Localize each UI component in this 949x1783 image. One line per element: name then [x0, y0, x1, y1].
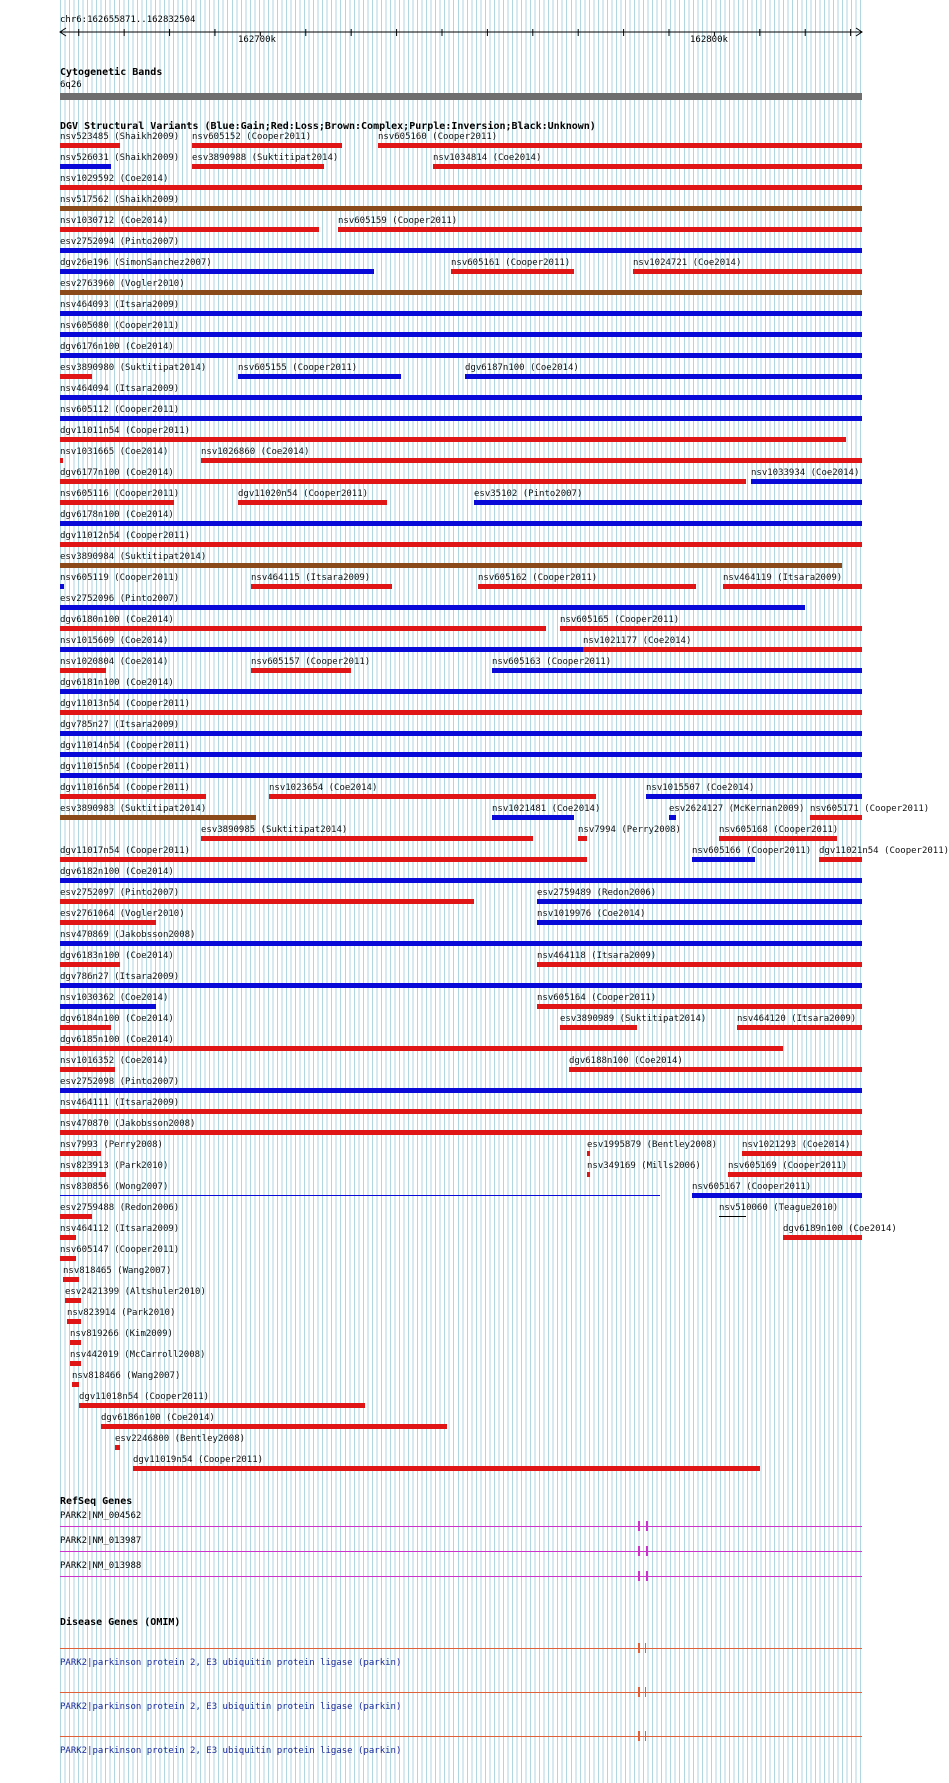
variant-bar[interactable] — [451, 269, 574, 274]
variant-label[interactable]: nsv1015507 (Coe2014) — [646, 783, 755, 793]
variant-bar[interactable] — [60, 143, 120, 148]
tick-label-162700k: 162700k — [238, 35, 276, 45]
variant-label[interactable]: nsv523485 (Shaikh2009) — [60, 132, 180, 142]
variant-label[interactable]: nsv464093 (Itsara2009) — [60, 300, 180, 310]
variant-bar[interactable] — [251, 584, 392, 589]
variant-label[interactable]: esv35102 (Pinto2007) — [474, 489, 583, 499]
variant-label[interactable]: nsv442019 (McCarroll2008) — [70, 1350, 206, 1360]
variant-label[interactable]: nsv605080 (Cooper2011) — [60, 321, 180, 331]
dgv-track-title: DGV Structural Variants (Blue:Gain;Red:Loss;Brown:Complex;Purple:Inversion;Black:Unknown) — [60, 121, 596, 132]
variant-bar[interactable] — [60, 962, 120, 967]
variant-label[interactable]: nsv605161 (Cooper2011) — [451, 258, 571, 268]
variant-label[interactable]: nsv1031665 (Coe2014) — [60, 447, 169, 457]
variant-label[interactable]: dgv11013n54 (Cooper2011) — [60, 699, 191, 709]
variant-bar[interactable] — [60, 710, 862, 715]
variant-label[interactable]: dgv11020n54 (Cooper2011) — [238, 489, 369, 499]
variant-bar[interactable] — [60, 395, 862, 400]
variant-label[interactable]: dgv6184n100 (Coe2014) — [60, 1014, 174, 1024]
variant-bar[interactable] — [751, 479, 862, 484]
variant-label[interactable]: nsv1030712 (Coe2014) — [60, 216, 169, 226]
variant-label[interactable]: nsv464115 (Itsara2009) — [251, 573, 371, 583]
refseq-gene-label[interactable]: PARK2|NM_013987 — [60, 1536, 142, 1546]
variant-bar[interactable] — [60, 815, 256, 820]
variant-bar[interactable] — [587, 1151, 590, 1156]
variant-bar[interactable] — [583, 647, 862, 652]
variant-label[interactable]: nsv605119 (Cooper2011) — [60, 573, 180, 583]
variant-label[interactable]: nsv605166 (Cooper2011) — [692, 846, 812, 856]
variant-bar[interactable] — [60, 941, 862, 946]
variant-bar[interactable] — [338, 227, 862, 232]
variant-label[interactable]: nsv7993 (Perry2008) — [60, 1140, 163, 1150]
variant-bar[interactable] — [578, 836, 587, 841]
variant-bar[interactable] — [70, 1361, 81, 1366]
coordinate-range: chr6:162655871..162832504 — [60, 15, 196, 25]
variant-label[interactable]: nsv605112 (Cooper2011) — [60, 405, 180, 415]
variant-bar[interactable] — [238, 374, 401, 379]
variant-label[interactable]: dgv11018n54 (Cooper2011) — [79, 1392, 210, 1402]
variant-bar[interactable] — [433, 164, 862, 169]
omim-gene-model[interactable] — [60, 1648, 862, 1649]
variant-bar[interactable] — [60, 1109, 862, 1114]
variant-label[interactable]: esv1995879 (Bentley2008) — [587, 1140, 718, 1150]
variant-bar[interactable] — [60, 584, 64, 589]
variant-label[interactable]: nsv605164 (Cooper2011) — [537, 993, 657, 1003]
variant-bar[interactable] — [810, 815, 862, 820]
variant-label[interactable]: nsv830856 (Wong2007) — [60, 1182, 169, 1192]
variant-label[interactable]: nsv605165 (Cooper2011) — [560, 615, 680, 625]
variant-bar[interactable] — [60, 668, 106, 673]
variant-bar[interactable] — [587, 1172, 590, 1177]
variant-bar[interactable] — [60, 1256, 76, 1261]
variant-bar[interactable] — [65, 1298, 81, 1303]
variant-label[interactable]: nsv605167 (Cooper2011) — [692, 1182, 812, 1192]
variant-label[interactable]: nsv605155 (Cooper2011) — [238, 363, 358, 373]
variant-bar[interactable] — [474, 500, 862, 505]
refseq-gene-label[interactable]: PARK2|NM_004562 — [60, 1511, 142, 1521]
variant-label[interactable]: dgv6183n100 (Coe2014) — [60, 951, 174, 961]
variant-bar[interactable] — [60, 227, 319, 232]
variant-bar[interactable] — [60, 164, 111, 169]
variant-bar[interactable] — [60, 1172, 106, 1177]
variant-label[interactable]: dgv6188n100 (Coe2014) — [569, 1056, 683, 1066]
variant-bar[interactable] — [269, 794, 596, 799]
variant-bar[interactable] — [669, 815, 676, 820]
variant-label[interactable]: esv2246800 (Bentley2008) — [115, 1434, 246, 1444]
variant-bar[interactable] — [60, 437, 846, 442]
variant-label[interactable]: dgv6177n100 (Coe2014) — [60, 468, 174, 478]
variant-bar[interactable] — [492, 668, 862, 673]
variant-bar[interactable] — [378, 143, 862, 148]
variant-bar[interactable] — [60, 1004, 156, 1009]
variant-label[interactable]: nsv1021177 (Coe2014) — [583, 636, 692, 646]
variant-bar[interactable] — [569, 1067, 862, 1072]
refseq-gene-model[interactable] — [60, 1551, 862, 1552]
variant-label[interactable]: nsv605168 (Cooper2011) — [719, 825, 839, 835]
variant-bar[interactable] — [783, 1235, 862, 1240]
variant-bar[interactable] — [646, 794, 862, 799]
variant-bar[interactable] — [60, 1088, 862, 1093]
variant-bar[interactable] — [60, 899, 474, 904]
refseq-gene-model[interactable] — [60, 1576, 862, 1577]
variant-bar[interactable] — [60, 290, 862, 295]
variant-label[interactable]: esv2761064 (Vogler2010) — [60, 909, 185, 919]
variant-label[interactable]: nsv605147 (Cooper2011) — [60, 1245, 180, 1255]
variant-label[interactable]: esv3890988 (Suktitipat2014) — [192, 153, 339, 163]
variant-bar[interactable] — [560, 626, 862, 631]
variant-bar[interactable] — [60, 983, 862, 988]
variant-bar[interactable] — [537, 1004, 862, 1009]
variant-label[interactable]: nsv605157 (Cooper2011) — [251, 657, 371, 667]
variant-label[interactable]: nsv464118 (Itsara2009) — [537, 951, 657, 961]
variant-bar[interactable] — [60, 1067, 115, 1072]
exon-mark — [638, 1546, 648, 1556]
variant-bar[interactable] — [60, 206, 862, 211]
variant-bar[interactable] — [537, 920, 862, 925]
variant-bar[interactable] — [60, 332, 862, 337]
variant-label[interactable]: esv2759489 (Redon2006) — [537, 888, 657, 898]
variant-bar[interactable] — [692, 1193, 862, 1198]
variant-label[interactable]: esv2624127 (McKernan2009) — [669, 804, 805, 814]
variant-label[interactable]: nsv464094 (Itsara2009) — [60, 384, 180, 394]
omim-gene-label[interactable]: PARK2|parkinson protein 2, E3 ubiquitin protein ligase (parkin) — [60, 1658, 402, 1668]
variant-label[interactable]: nsv605163 (Cooper2011) — [492, 657, 612, 667]
variant-label[interactable]: nsv1030362 (Coe2014) — [60, 993, 169, 1003]
variant-label[interactable]: esv2752096 (Pinto2007) — [60, 594, 180, 604]
cytoband-bar[interactable] — [60, 93, 862, 100]
variant-bar[interactable] — [60, 1130, 862, 1135]
variant-bar[interactable] — [115, 1445, 120, 1450]
variant-bar[interactable] — [63, 1277, 79, 1282]
variant-bar[interactable] — [60, 731, 862, 736]
refseq-gene-label[interactable]: PARK2|NM_013988 — [60, 1561, 142, 1571]
variant-label[interactable]: esv2763960 (Vogler2010) — [60, 279, 185, 289]
variant-bar[interactable] — [60, 1214, 92, 1219]
exon-mark — [638, 1521, 648, 1531]
variant-label[interactable]: nsv1034814 (Coe2014) — [433, 153, 542, 163]
variant-label[interactable]: nsv510060 (Teague2010) — [719, 1203, 839, 1213]
variant-label[interactable]: nsv464111 (Itsara2009) — [60, 1098, 180, 1108]
variant-bar[interactable] — [133, 1466, 760, 1471]
variant-label[interactable]: esv2752097 (Pinto2007) — [60, 888, 180, 898]
variant-label[interactable]: nsv1016352 (Coe2014) — [60, 1056, 169, 1066]
variant-label[interactable]: dgv6186n100 (Coe2014) — [101, 1413, 215, 1423]
variant-label[interactable]: nsv464119 (Itsara2009) — [723, 573, 843, 583]
variant-label[interactable]: nsv1026860 (Coe2014) — [201, 447, 310, 457]
variant-label[interactable]: nsv1020804 (Coe2014) — [60, 657, 169, 667]
variant-label[interactable]: dgv6178n100 (Coe2014) — [60, 510, 174, 520]
variant-label[interactable]: dgv6180n100 (Coe2014) — [60, 615, 174, 625]
variant-bar[interactable] — [70, 1340, 81, 1345]
variant-bar[interactable] — [201, 458, 862, 463]
variant-label[interactable]: nsv605159 (Cooper2011) — [338, 216, 458, 226]
variant-bar[interactable] — [633, 269, 862, 274]
variant-bar[interactable] — [819, 857, 862, 862]
variant-bar[interactable] — [560, 1025, 637, 1030]
variant-label[interactable]: dgv6176n100 (Coe2014) — [60, 342, 174, 352]
variant-label[interactable]: nsv526031 (Shaikh2009) — [60, 153, 180, 163]
variant-bar[interactable] — [60, 752, 862, 757]
variant-bar[interactable] — [537, 962, 862, 967]
variant-label[interactable]: esv3890980 (Suktitipat2014) — [60, 363, 207, 373]
variant-label[interactable]: nsv823914 (Park2010) — [67, 1308, 176, 1318]
omim-gene-model[interactable] — [60, 1736, 862, 1737]
variant-bar[interactable] — [67, 1319, 81, 1324]
variant-label[interactable]: nsv605169 (Cooper2011) — [728, 1161, 848, 1171]
variant-label[interactable]: nsv1019976 (Coe2014) — [537, 909, 646, 919]
variant-bar[interactable] — [60, 1235, 76, 1240]
variant-bar[interactable] — [728, 1172, 862, 1177]
variant-label[interactable]: nsv1029592 (Coe2014) — [60, 174, 169, 184]
cytoband-label: 6q26 — [60, 80, 82, 90]
variant-bar[interactable] — [60, 416, 862, 421]
variant-label[interactable]: dgv11014n54 (Cooper2011) — [60, 741, 191, 751]
variant-bar[interactable] — [60, 269, 374, 274]
variant-bar[interactable] — [60, 1046, 783, 1051]
variant-label[interactable]: dgv6187n100 (Coe2014) — [465, 363, 579, 373]
variant-bar[interactable] — [742, 1151, 862, 1156]
variant-label[interactable]: nsv1023654 (Coe2014) — [269, 783, 378, 793]
cytoband-track-title: Cytogenetic Bands — [60, 67, 163, 78]
refseq-gene-model[interactable] — [60, 1526, 862, 1527]
exon-mark — [638, 1687, 646, 1697]
variant-bar[interactable] — [72, 1382, 79, 1387]
variant-bar[interactable] — [251, 668, 351, 673]
refseq-track-title: RefSeq Genes — [60, 1496, 133, 1507]
variant-label[interactable]: nsv517562 (Shaikh2009) — [60, 195, 180, 205]
variant-bar[interactable] — [60, 920, 156, 925]
variant-label[interactable]: dgv6181n100 (Coe2014) — [60, 678, 174, 688]
variant-label[interactable]: nsv464120 (Itsara2009) — [737, 1014, 857, 1024]
variant-label[interactable]: nsv1024721 (Coe2014) — [633, 258, 742, 268]
variant-bar[interactable] — [60, 542, 862, 547]
variant-bar[interactable] — [60, 1025, 111, 1030]
variant-label[interactable]: nsv349169 (Mills2006) — [587, 1161, 701, 1171]
variant-label[interactable]: dgv11011n54 (Cooper2011) — [60, 426, 191, 436]
variant-label[interactable]: dgv11012n54 (Cooper2011) — [60, 531, 191, 541]
variant-label[interactable]: nsv1021481 (Coe2014) — [492, 804, 601, 814]
variant-label[interactable]: nsv1015609 (Coe2014) — [60, 636, 169, 646]
variant-bar[interactable] — [60, 857, 587, 862]
ruler-axis — [0, 0, 890, 60]
variant-bar[interactable] — [60, 500, 174, 505]
variant-label[interactable]: esv3890985 (Suktitipat2014) — [201, 825, 348, 835]
variant-label[interactable]: esv3890989 (Suktitipat2014) — [560, 1014, 707, 1024]
variant-bar[interactable] — [465, 374, 862, 379]
variant-bar[interactable] — [478, 584, 696, 589]
variant-bar[interactable] — [192, 164, 324, 169]
variant-label[interactable]: nsv605171 (Cooper2011) — [810, 804, 930, 814]
variant-bar[interactable] — [238, 500, 388, 505]
variant-bar[interactable] — [737, 1025, 862, 1030]
variant-label[interactable]: nsv823913 (Park2010) — [60, 1161, 169, 1171]
variant-label[interactable]: nsv470870 (Jakobsson2008) — [60, 1119, 196, 1129]
variant-bar[interactable] — [60, 689, 862, 694]
variant-label[interactable]: nsv818466 (Wang2007) — [72, 1371, 181, 1381]
variant-bar[interactable] — [60, 185, 862, 190]
variant-bar[interactable] — [719, 1216, 746, 1217]
tick-label-162800k: 162800k — [690, 35, 728, 45]
variant-bar[interactable] — [101, 1424, 446, 1429]
variant-bar[interactable] — [60, 878, 862, 883]
variant-bar[interactable] — [192, 143, 342, 148]
exon-mark — [638, 1731, 646, 1741]
variant-bar[interactable] — [719, 836, 837, 841]
variant-label[interactable]: dgv26e196 (SimonSanchez2007) — [60, 258, 212, 268]
variant-bar[interactable] — [60, 458, 63, 463]
variant-bar[interactable] — [537, 899, 862, 904]
variant-label[interactable]: nsv605152 (Cooper2011) — [192, 132, 312, 142]
variant-label[interactable]: nsv1033934 (Coe2014) — [751, 468, 860, 478]
variant-label[interactable]: dgv11017n54 (Cooper2011) — [60, 846, 191, 856]
variant-label[interactable]: esv3890983 (Suktitipat2014) — [60, 804, 207, 814]
variant-label[interactable]: dgv6185n100 (Coe2014) — [60, 1035, 174, 1045]
variant-bar[interactable] — [692, 857, 756, 862]
variant-label[interactable]: nsv819266 (Kim2009) — [70, 1329, 173, 1339]
variant-bar[interactable] — [60, 374, 92, 379]
exon-mark — [638, 1571, 648, 1581]
variant-bar[interactable] — [60, 626, 546, 631]
variant-bar[interactable] — [60, 647, 583, 652]
variant-label[interactable]: nsv605160 (Cooper2011) — [378, 132, 498, 142]
variant-label[interactable]: nsv818465 (Wang2007) — [63, 1266, 172, 1276]
variant-bar[interactable] — [60, 479, 746, 484]
variant-label[interactable]: nsv7994 (Perry2008) — [578, 825, 681, 835]
variant-label[interactable]: dgv11015n54 (Cooper2011) — [60, 762, 191, 772]
variant-label[interactable]: esv2752098 (Pinto2007) — [60, 1077, 180, 1087]
variant-bar[interactable] — [60, 1151, 101, 1156]
variant-label[interactable]: esv2759488 (Redon2006) — [60, 1203, 180, 1213]
variant-bar[interactable] — [60, 773, 862, 778]
variant-label[interactable]: nsv470869 (Jakobsson2008) — [60, 930, 196, 940]
variant-bar[interactable] — [60, 248, 862, 253]
variant-label[interactable]: nsv1021293 (Coe2014) — [742, 1140, 851, 1150]
variant-label[interactable]: esv3890984 (Suktitipat2014) — [60, 552, 207, 562]
omim-gene-model[interactable] — [60, 1692, 862, 1693]
variant-bar[interactable] — [60, 605, 805, 610]
variant-bar[interactable] — [60, 521, 862, 526]
exon-mark — [638, 1643, 646, 1653]
variant-bar[interactable] — [723, 584, 862, 589]
variant-label[interactable]: nsv464112 (Itsara2009) — [60, 1224, 180, 1234]
variant-bar[interactable] — [60, 563, 842, 568]
variant-label[interactable]: dgv11019n54 (Cooper2011) — [133, 1455, 264, 1465]
omim-gene-label[interactable]: PARK2|parkinson protein 2, E3 ubiquitin protein ligase (parkin) — [60, 1746, 402, 1756]
variant-label[interactable]: nsv605162 (Cooper2011) — [478, 573, 598, 583]
omim-track-title: Disease Genes (OMIM) — [60, 1617, 181, 1628]
variant-bar[interactable] — [60, 794, 206, 799]
variant-label[interactable]: dgv11021n54 (Cooper2011) — [819, 846, 949, 856]
variant-label[interactable]: dgv785n27 (Itsara2009) — [60, 720, 180, 730]
variant-label[interactable]: dgv11016n54 (Cooper2011) — [60, 783, 191, 793]
variant-bar[interactable] — [60, 311, 862, 316]
variant-bar[interactable] — [60, 1195, 660, 1196]
variant-bar[interactable] — [79, 1403, 365, 1408]
variant-label[interactable]: nsv605116 (Cooper2011) — [60, 489, 180, 499]
variant-bar[interactable] — [492, 815, 574, 820]
variant-label[interactable]: esv2421399 (Altshuler2010) — [65, 1287, 206, 1297]
variant-bar[interactable] — [201, 836, 532, 841]
variant-bar[interactable] — [60, 353, 862, 358]
variant-label[interactable]: dgv6189n100 (Coe2014) — [783, 1224, 897, 1234]
variant-label[interactable]: dgv6182n100 (Coe2014) — [60, 867, 174, 877]
omim-gene-label[interactable]: PARK2|parkinson protein 2, E3 ubiquitin protein ligase (parkin) — [60, 1702, 402, 1712]
variant-label[interactable]: dgv786n27 (Itsara2009) — [60, 972, 180, 982]
variant-label[interactable]: esv2752094 (Pinto2007) — [60, 237, 180, 247]
